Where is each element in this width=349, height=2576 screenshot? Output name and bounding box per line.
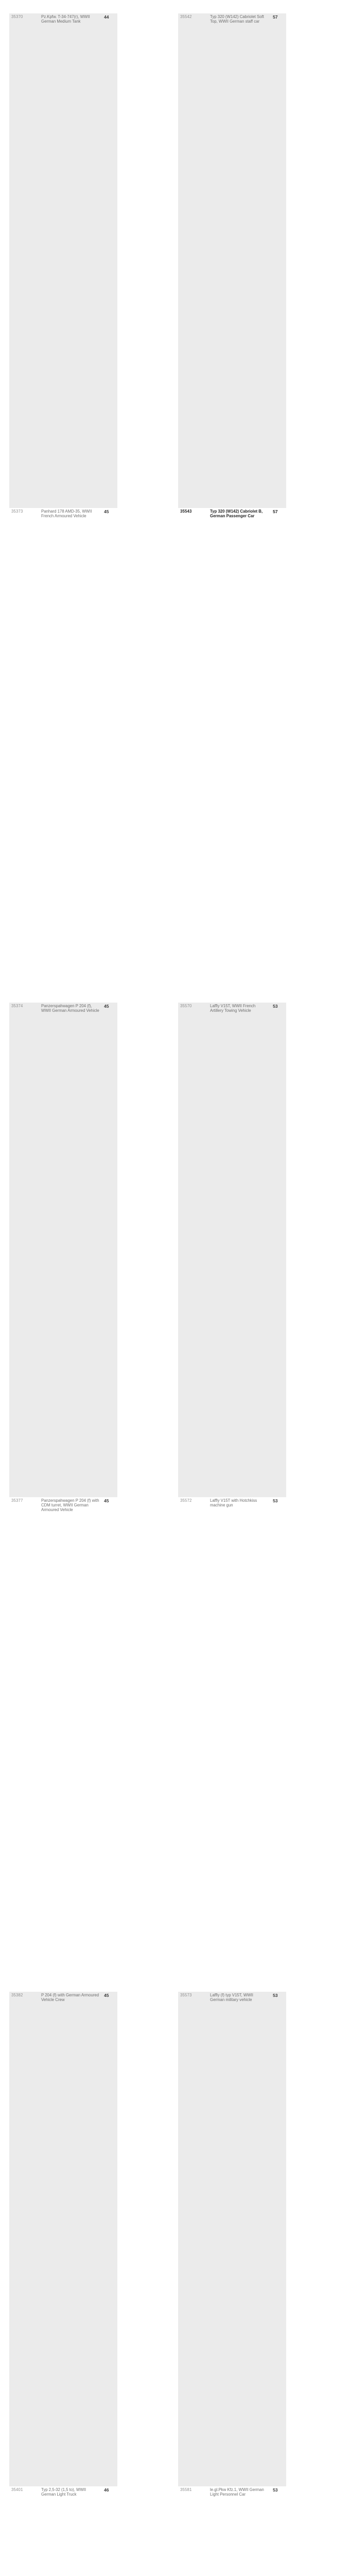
catalogue-table-right-top bbox=[178, 13, 338, 2576]
item-page-number: 46 bbox=[104, 2487, 109, 2493]
item-page-number: 53 bbox=[273, 1992, 286, 2486]
item-title: Pz.Kpfw. T-34-747(r), WWII German Medium Tank bbox=[39, 13, 104, 508]
table-row[interactable] bbox=[178, 1992, 338, 2486]
item-page-number: 53 bbox=[273, 2487, 278, 2493]
item-title: Typ 320 (W142) Cabriolet B, German Passenger Car bbox=[210, 509, 263, 519]
table-row[interactable] bbox=[178, 2486, 338, 2576]
item-page-number: 45 bbox=[104, 1003, 117, 1497]
item-code: 35581 bbox=[180, 2487, 192, 2492]
item-code: 35377 bbox=[11, 1498, 23, 1503]
item-code: 35573 bbox=[178, 1992, 208, 2486]
item-code: 35401 bbox=[11, 2487, 23, 2492]
item-code: 35570 bbox=[178, 1003, 208, 1497]
left-column bbox=[9, 13, 169, 2497]
item-code: 35382 bbox=[9, 1992, 39, 2486]
table-row[interactable] bbox=[178, 13, 338, 508]
item-page-number: 53 bbox=[273, 1003, 286, 1497]
item-title: Typ 320 (W142) Cabriolet Soft Top, WWII German staff car bbox=[208, 13, 273, 508]
table-row[interactable] bbox=[178, 1003, 338, 1497]
item-page-number: 45 bbox=[104, 1498, 109, 1503]
table-row[interactable] bbox=[9, 1497, 169, 1992]
item-code: 35542 bbox=[178, 13, 208, 508]
item-code: 35572 bbox=[180, 1498, 192, 1503]
table-row[interactable] bbox=[9, 1992, 169, 2486]
item-title: Laffly V15T with Hotchkiss machine gun bbox=[210, 1498, 257, 1508]
item-title: Panzerspahwagen P 204 (f), WWII German Armoured Vehicle bbox=[39, 1003, 104, 1497]
item-code: 35373 bbox=[11, 509, 23, 514]
item-code: 35543 bbox=[180, 509, 192, 514]
item-page-number: 45 bbox=[104, 509, 109, 514]
item-title: P 204 (f) with German Armoured Vehicle Crew bbox=[39, 1992, 104, 2486]
table-row[interactable] bbox=[9, 13, 169, 508]
catalogue-table-left bbox=[9, 13, 169, 2576]
item-title: Panzerspahwagen P 204 (f) with CDM turret, WWII German Armoured Vehicle bbox=[41, 1498, 99, 1513]
item-page-number: 57 bbox=[273, 509, 278, 514]
item-title: Typ 2,5-32 (1,5 to), WWII German Light Truck bbox=[41, 2487, 86, 2497]
item-title: Laffly (f) typ V15T, WWII German military vehicle bbox=[208, 1992, 273, 2486]
table-row[interactable] bbox=[9, 2486, 169, 2576]
right-column bbox=[178, 13, 338, 2497]
table-row[interactable] bbox=[178, 508, 338, 1003]
item-title: le.gl.Pkw Kfz.1, WWII German Light Personnel Car bbox=[210, 2487, 264, 2497]
item-page-number: 45 bbox=[104, 1992, 117, 2486]
item-code: 35370 bbox=[9, 13, 39, 508]
table-row[interactable] bbox=[9, 1003, 169, 1497]
item-title: Laffly V15T, WWII French Artillery Towing Vehicle bbox=[208, 1003, 273, 1497]
item-page-number: 53 bbox=[273, 1498, 278, 1503]
item-page-number: 44 bbox=[104, 13, 117, 508]
table-row[interactable] bbox=[178, 1497, 338, 1992]
item-code: 35374 bbox=[9, 1003, 39, 1497]
table-row[interactable] bbox=[9, 508, 169, 1003]
item-title: Panhard 178 AMD-35, WWII French Armoured Vehicle bbox=[41, 509, 92, 519]
item-page-number: 57 bbox=[273, 13, 286, 508]
